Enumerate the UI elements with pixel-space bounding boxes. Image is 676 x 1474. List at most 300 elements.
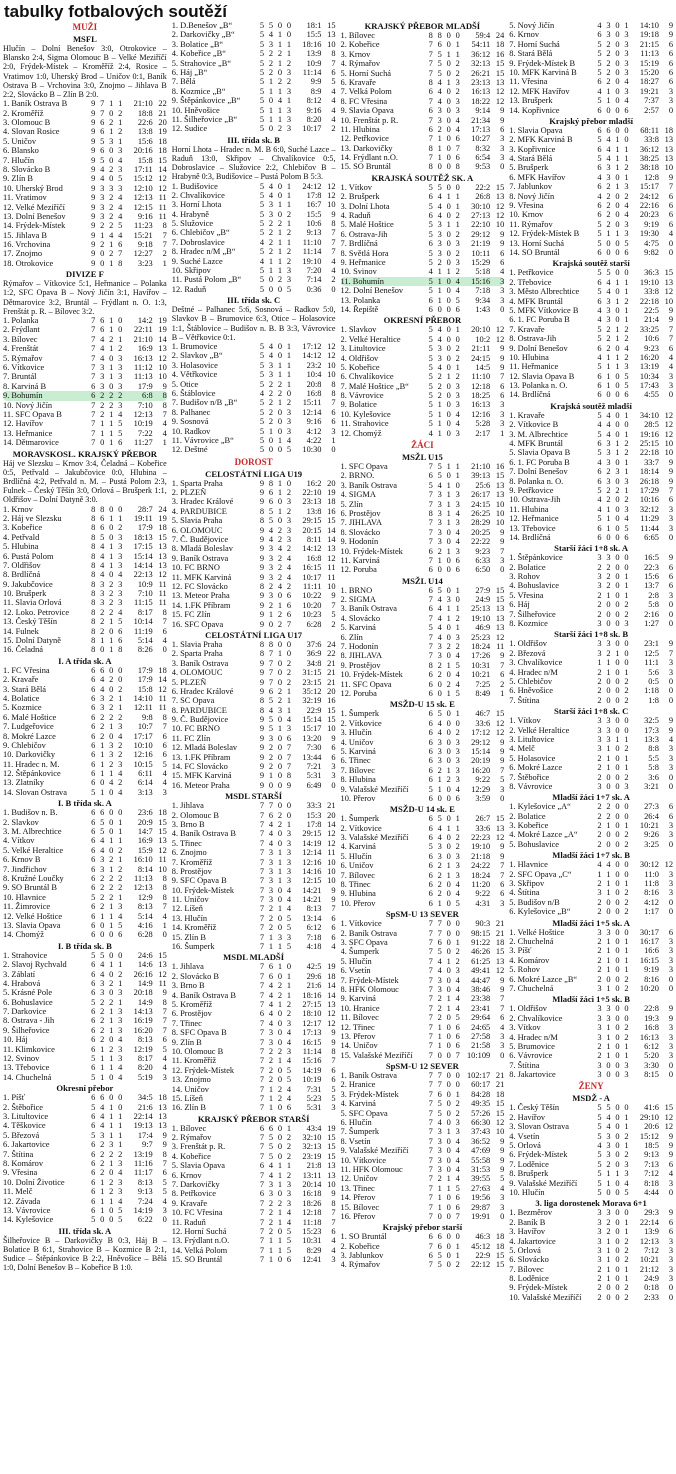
losses: 2 [286, 58, 292, 68]
standings-row [3, 240, 167, 249]
points: 6 [162, 740, 167, 750]
league-block [341, 1061, 505, 1221]
team-name: 5. Orlová [509, 1141, 541, 1151]
losses: 2 [624, 1131, 629, 1141]
league-block [3, 941, 167, 1082]
matches-played: 3 [597, 1217, 602, 1227]
matches-played: 5 [428, 362, 433, 372]
draws: 1 [277, 228, 283, 238]
losses: 1 [286, 39, 292, 49]
wins: 1 [100, 1205, 105, 1215]
draws: 1 [446, 870, 451, 880]
losses: 2 [286, 398, 292, 408]
wins: 0 [606, 839, 611, 849]
standings-row [3, 1187, 167, 1196]
losses: 1 [286, 96, 292, 106]
wins: 1 [437, 153, 442, 163]
draws: 1 [109, 645, 114, 655]
team-name: 12. Frýdek-Místek B [509, 229, 580, 239]
points: 9 [668, 30, 673, 40]
score: 19:10 [302, 256, 322, 266]
matches-played: 9 [259, 572, 265, 582]
draws: 2 [277, 572, 283, 582]
losses: 3 [118, 146, 123, 156]
wins: 0 [606, 830, 611, 840]
wins: 0 [606, 974, 611, 984]
team-name: 14. Kopřivnice [509, 105, 560, 115]
wins: 4 [100, 845, 105, 855]
team-name: 3. Hradec Králové [171, 497, 234, 507]
matches-played: 3 [597, 716, 602, 726]
draws: 0 [615, 897, 620, 907]
score: 61:25 [471, 956, 491, 966]
matches-played: 7 [428, 1127, 433, 1137]
score: 49:35 [471, 1099, 491, 1109]
score: 12:8 [644, 172, 659, 182]
matches-played: 9 [91, 164, 96, 174]
wins: 4 [268, 819, 274, 829]
section-heading: ŽÁCI [411, 440, 434, 451]
matches-played: 7 [428, 984, 433, 994]
points: 1 [162, 438, 167, 448]
matches-played: 8 [259, 506, 265, 516]
draws: 0 [615, 410, 620, 420]
score: 25:15 [639, 439, 659, 449]
standings-row [509, 1179, 673, 1188]
team-name: 8. HFK Olomouc [340, 984, 399, 994]
score: 10:23 [302, 610, 322, 620]
score: 32:19 [302, 696, 322, 706]
wins: 0 [100, 438, 105, 448]
matches-played: 6 [259, 1161, 265, 1171]
losses: 3 [624, 219, 629, 229]
matches-played: 7 [259, 885, 265, 895]
draws: 0 [446, 1041, 451, 1051]
wins: 0 [606, 600, 611, 610]
team-name: 10. Krnov [509, 210, 544, 220]
matches-played: 9 [259, 563, 265, 573]
draws: 0 [446, 334, 451, 344]
matches-played: 5 [259, 200, 265, 210]
matches-played: 5 [259, 77, 265, 87]
team-name: 8. Slovácko B [3, 164, 51, 174]
score: 32:10 [302, 1133, 322, 1143]
standings-row [172, 762, 336, 771]
wins: 2 [606, 334, 611, 344]
standings-row [3, 249, 167, 258]
score: 22:13 [133, 570, 153, 580]
standings-row [3, 514, 167, 523]
draws: 0 [446, 984, 451, 994]
draws: 2 [109, 221, 114, 231]
points: 3 [668, 371, 673, 381]
points: 10 [495, 499, 505, 509]
points: 15 [495, 1108, 505, 1118]
score: 0:5 [648, 677, 659, 686]
points: 11 [496, 642, 505, 652]
score: 13:9 [644, 1227, 659, 1237]
team-name: 3. Stará Bělá [3, 684, 47, 694]
wins: 2 [100, 1025, 105, 1035]
standings-row [509, 59, 673, 68]
standings-row [3, 778, 167, 787]
wins: 1 [437, 295, 442, 305]
standings-row [341, 794, 505, 803]
matches-played: 6 [597, 476, 602, 486]
wins: 2 [268, 398, 274, 408]
points: 8 [162, 391, 167, 401]
draws: 1 [277, 58, 283, 68]
points: 15 [664, 268, 673, 278]
standings-row [172, 488, 336, 497]
matches-played: 5 [259, 114, 265, 124]
wins: 2 [437, 391, 442, 401]
standings-row [3, 1026, 167, 1035]
matches-played: 6 [259, 1009, 265, 1019]
wins: 4 [100, 684, 105, 694]
score: 22:23 [471, 833, 491, 843]
losses: 2 [286, 209, 292, 219]
standings-row [341, 344, 505, 353]
losses: 6 [624, 247, 629, 257]
score: 12:41 [302, 1255, 322, 1265]
matches-played: 3 [597, 744, 602, 754]
standings-row [172, 848, 336, 857]
losses: 2 [624, 1255, 629, 1265]
standings-row [341, 1260, 505, 1269]
wins: 4 [268, 190, 274, 200]
draws: 0 [615, 1236, 620, 1246]
losses: 3 [286, 1180, 292, 1190]
standings-row [509, 782, 673, 791]
draws: 0 [109, 381, 114, 391]
team-name: 10. Olomouc B [171, 1046, 224, 1056]
wins: 2 [268, 1198, 274, 1208]
wins: 4 [100, 969, 105, 979]
score: 16:5 [644, 553, 659, 563]
matches-played: 6 [91, 1093, 96, 1103]
losses: 0 [624, 1103, 629, 1113]
score: 17:13 [471, 124, 491, 134]
matches-played: 7 [259, 829, 265, 839]
losses: 0 [455, 334, 460, 344]
draws: 0 [615, 667, 620, 677]
standings-row [3, 542, 167, 551]
score: 15:14 [133, 551, 153, 561]
column-1 [3, 20, 167, 1472]
wins: 7 [268, 649, 274, 659]
standings-row [341, 680, 505, 689]
losses: 4 [286, 1093, 292, 1103]
team-name: 10. Hlučín [509, 1187, 545, 1197]
score: 22:22 [471, 537, 491, 547]
standings-row [172, 668, 336, 677]
wins: 1 [100, 1044, 105, 1054]
team-name: 8. Petřkovice [171, 1189, 216, 1199]
matches-played: 9 [91, 99, 96, 109]
wins: 3 [606, 172, 611, 182]
team-name: 4. Šumperk [340, 947, 380, 957]
losses: 3 [286, 417, 292, 427]
wins: 3 [100, 693, 105, 703]
points: 19 [158, 316, 167, 326]
team-name: 12. Velké Hoštice [3, 911, 63, 921]
points: 21 [327, 801, 336, 811]
points: 19 [327, 1123, 336, 1133]
points: 0 [668, 686, 673, 696]
draws: 0 [446, 966, 451, 976]
losses: 2 [624, 1236, 629, 1246]
league-title: MSŽD-U 14 sk. E [389, 804, 455, 815]
points: 10 [327, 876, 336, 886]
losses: 0 [286, 801, 292, 811]
points: 3 [668, 955, 673, 965]
wins: 1 [437, 428, 442, 438]
losses: 5 [118, 221, 123, 231]
draws: 1 [109, 1016, 114, 1026]
losses: 1 [624, 1274, 629, 1284]
points: 9 [668, 1150, 673, 1160]
matches-played: 6 [597, 439, 602, 449]
matches-played: 5 [428, 182, 433, 192]
wins: 2 [606, 811, 611, 821]
losses: 0 [118, 675, 123, 685]
draws: 1 [446, 1174, 451, 1184]
wins: 2 [606, 39, 611, 49]
points: 4 [331, 942, 336, 952]
score: 33:6 [475, 823, 491, 833]
wins: 2 [100, 997, 105, 1007]
standings-row [341, 1032, 505, 1041]
standings-row [509, 362, 673, 371]
team-name: 5. Bohuslavice [509, 839, 560, 849]
team-name: 16. Zlín B [171, 1103, 206, 1113]
score: 16:6 [644, 946, 659, 956]
standings-row [341, 153, 505, 162]
draws: 0 [446, 651, 451, 661]
score: 18:14 [639, 467, 659, 477]
standings-row [341, 976, 505, 985]
team-name: 12. Svinov [3, 1054, 40, 1064]
matches-played: 8 [259, 581, 265, 591]
standings-row [509, 1132, 673, 1141]
points: 1 [162, 258, 167, 268]
score: 54:11 [471, 40, 491, 50]
draws: 1 [615, 734, 620, 744]
draws: 2 [109, 391, 114, 401]
matches-played: 5 [259, 370, 265, 380]
draws: 0 [109, 808, 114, 818]
draws: 0 [615, 609, 620, 619]
matches-played: 8 [259, 516, 265, 526]
score: 18:24 [471, 642, 491, 652]
points: 6 [668, 572, 673, 582]
standings-row [3, 855, 167, 864]
matches-played: 7 [91, 419, 96, 429]
score: 9:82 [644, 247, 659, 257]
losses: 1 [624, 581, 629, 591]
matches-played: 9 [259, 591, 265, 601]
team-name: 7. Dobroslavice [171, 237, 225, 247]
standings-row [341, 623, 505, 632]
team-name: 4. Hradec n/M [509, 667, 558, 677]
draws: 0 [277, 1255, 283, 1265]
losses: 1 [118, 978, 123, 988]
team-name: 5. Březová [3, 1130, 40, 1140]
losses: 1 [624, 955, 629, 965]
losses: 1 [624, 946, 629, 956]
draws: 2 [277, 610, 283, 620]
losses: 4 [118, 1168, 123, 1178]
score: 90:3 [475, 919, 491, 929]
wins: 0 [606, 897, 611, 907]
standings-row [341, 537, 505, 546]
score: 33:25 [639, 324, 659, 334]
score: 11:17 [133, 1168, 153, 1178]
wins: 5 [437, 471, 442, 481]
league-block [172, 469, 336, 629]
losses: 6 [118, 626, 123, 636]
standings-row [172, 1218, 336, 1227]
draws: 0 [615, 96, 620, 106]
standings-row [3, 818, 167, 827]
wins: 2 [437, 889, 442, 899]
matches-played: 9 [91, 249, 96, 259]
losses: 2 [455, 728, 460, 738]
team-name: 5. SFC Opava [340, 1108, 388, 1118]
losses: 3 [455, 861, 460, 871]
league-title: III. třída sk. A [58, 1225, 112, 1236]
losses: 0 [624, 562, 629, 572]
team-name: 11. Karviná [340, 555, 380, 565]
matches-played: 8 [91, 551, 96, 561]
draws: 1 [109, 258, 114, 268]
losses: 1 [455, 814, 460, 824]
team-name: 13. Heřmanice [3, 428, 53, 438]
score: 21:11 [471, 344, 491, 354]
standings-row [172, 886, 336, 895]
standings-row [341, 985, 505, 994]
draws: 2 [109, 712, 114, 722]
score: 23:19 [302, 1151, 322, 1161]
matches-played: 7 [259, 962, 265, 972]
points: 3 [668, 658, 673, 668]
points: 7 [668, 485, 673, 495]
matches-played: 8 [259, 649, 265, 659]
score: 31:53 [471, 1164, 491, 1174]
team-name: 6. OLOMOUC [171, 525, 223, 535]
standings-row [509, 898, 673, 907]
league-title: Mladší žáci 1+5 sk. A [552, 917, 630, 928]
losses: 4 [455, 1164, 460, 1174]
standings-row [3, 1131, 167, 1140]
wins: 1 [606, 514, 611, 524]
wins: 3 [437, 344, 442, 354]
score: 12:14 [302, 848, 322, 858]
draws: 1 [615, 648, 620, 658]
points: 4 [668, 362, 673, 372]
team-name: 2. Olomouc B [171, 810, 219, 820]
standings-row [3, 127, 167, 136]
points: 6 [500, 889, 505, 899]
matches-played: 6 [91, 1035, 96, 1045]
score: 25:13 [471, 604, 491, 614]
wins: 3 [606, 927, 611, 937]
wins: 2 [268, 49, 274, 59]
points: 9 [500, 1155, 505, 1165]
standings-row [172, 497, 336, 506]
draws: 0 [615, 504, 620, 514]
team-name: 7. Chuchelná [509, 983, 554, 993]
score: 20:8 [306, 379, 322, 389]
points: 9 [500, 1146, 505, 1156]
score: 19:10 [639, 277, 659, 287]
score: 25:23 [471, 632, 491, 642]
wins: 2 [606, 77, 611, 87]
standings-row [3, 372, 167, 381]
wins: 5 [100, 532, 105, 542]
matches-played: 7 [259, 904, 265, 914]
draws: 1 [109, 344, 114, 354]
standings-row [3, 99, 167, 108]
draws: 0 [277, 639, 283, 649]
matches-played: 6 [428, 124, 433, 134]
wins: 7 [268, 677, 274, 687]
losses: 1 [624, 1141, 629, 1151]
wins: 0 [268, 124, 274, 134]
losses: 0 [286, 649, 292, 659]
wins: 4 [100, 164, 105, 174]
draws: 0 [277, 497, 283, 507]
team-name: 10. FC BRNO [171, 563, 220, 573]
points: 11 [158, 598, 167, 608]
points: 0 [668, 839, 673, 849]
wins: 2 [100, 1035, 105, 1045]
standings-row [509, 420, 673, 429]
draws: 0 [615, 1208, 620, 1218]
team-name: 4. Petřvald [3, 532, 40, 542]
score: 9:22 [475, 775, 491, 785]
wins: 3 [100, 864, 105, 874]
points: 0 [331, 780, 336, 790]
matches-played: 3 [597, 553, 602, 563]
matches-played: 5 [597, 1178, 602, 1188]
points: 21 [327, 677, 336, 687]
team-name: 14. Chomýž [3, 930, 44, 940]
points: 10 [327, 724, 336, 734]
score: 0:36 [306, 284, 322, 294]
matches-played: 2 [597, 686, 602, 696]
team-name: 13. Vávrovice [3, 1205, 51, 1215]
standings-row [341, 670, 505, 679]
wins: 1 [268, 610, 274, 620]
score: 17:9 [137, 523, 153, 533]
score: 2:16 [644, 609, 659, 619]
team-name: 14. FC Slovácko [171, 762, 228, 772]
wins: 4 [268, 838, 274, 848]
score: 12:15 [133, 202, 153, 212]
losses: 3 [624, 86, 629, 96]
score: 5:6 [648, 667, 659, 677]
standings-row [509, 96, 673, 105]
draws: 0 [446, 1050, 451, 1060]
standings-row [341, 1165, 505, 1174]
losses: 2 [624, 983, 629, 993]
score: 23:6 [137, 808, 153, 818]
losses: 4 [624, 343, 629, 353]
matches-played: 7 [259, 942, 265, 952]
wins: 7 [437, 1080, 442, 1090]
